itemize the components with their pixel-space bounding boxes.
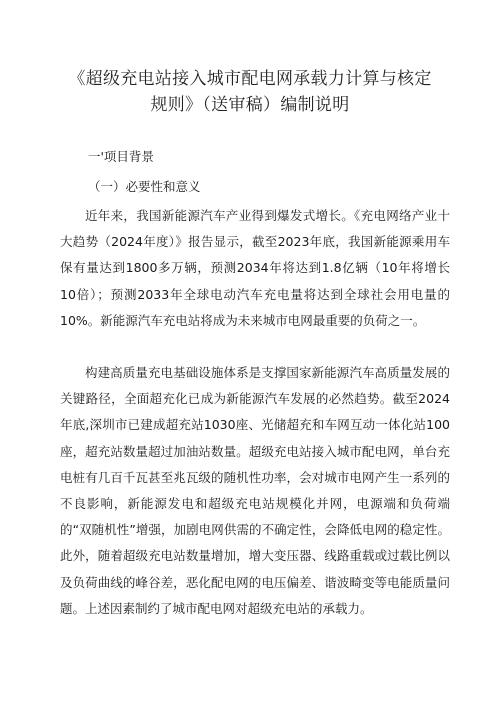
subsection-heading-necessity: （一）必要性和意义 — [88, 179, 201, 194]
document-title — [40, 66, 460, 118]
paragraph-industry-growth: 近年来，我国新能源汽车产业得到爆发式增长。《充电网络产业十大趋势（2024年度）》报告显示，截至2023年底，我国新能源乘用车保有量达到1800多万辆，预测2034年将达到1.8亿辆（10年将增长10倍）；预测2033年全球电动汽车充电量将达到全球社会用电量的10%。新能源汽车充电站将成为未来城市电网最重要的负荷之一。 — [60, 208, 450, 328]
paragraph-supercharging-impact: 构建高质量充电基础设施体系是支撑国家新能源汽车高质量发展的关键路径，全面超充化已成为新能源汽车发展的必然趋势。截至2024年底,深圳市已建成超充站1030座、光储超充和车网互动一体化站100座，超充站数量超过加油站数量。超级充电站接入城市配电网，单台充电桩有几百千瓦甚至兆瓦级的随机性功率，会对城市电网产生一系列的不良影响，新能源发电和超级充电站规模化并网，电源端和负荷端的“双随机性”增强，加剧电网供需的不确定性，会降低电网的稳定性。此外，随着超级充电站数量增加，增大变压器、线路重载或过载比例以及负荷曲线的峰谷差，恶化配电网的电压偏差、谐波畸变等电能质量问题。上述因素制约了城市配电网对超级充电站的承载力。 — [60, 365, 450, 616]
title-line-1: 《超级充电站接入城市配电网承载力计算与核定 — [68, 69, 432, 89]
title-line-2: 规则》（送审稿）编制说明 — [150, 95, 350, 115]
section-heading-project-background: 一'项目背景 — [88, 149, 154, 164]
